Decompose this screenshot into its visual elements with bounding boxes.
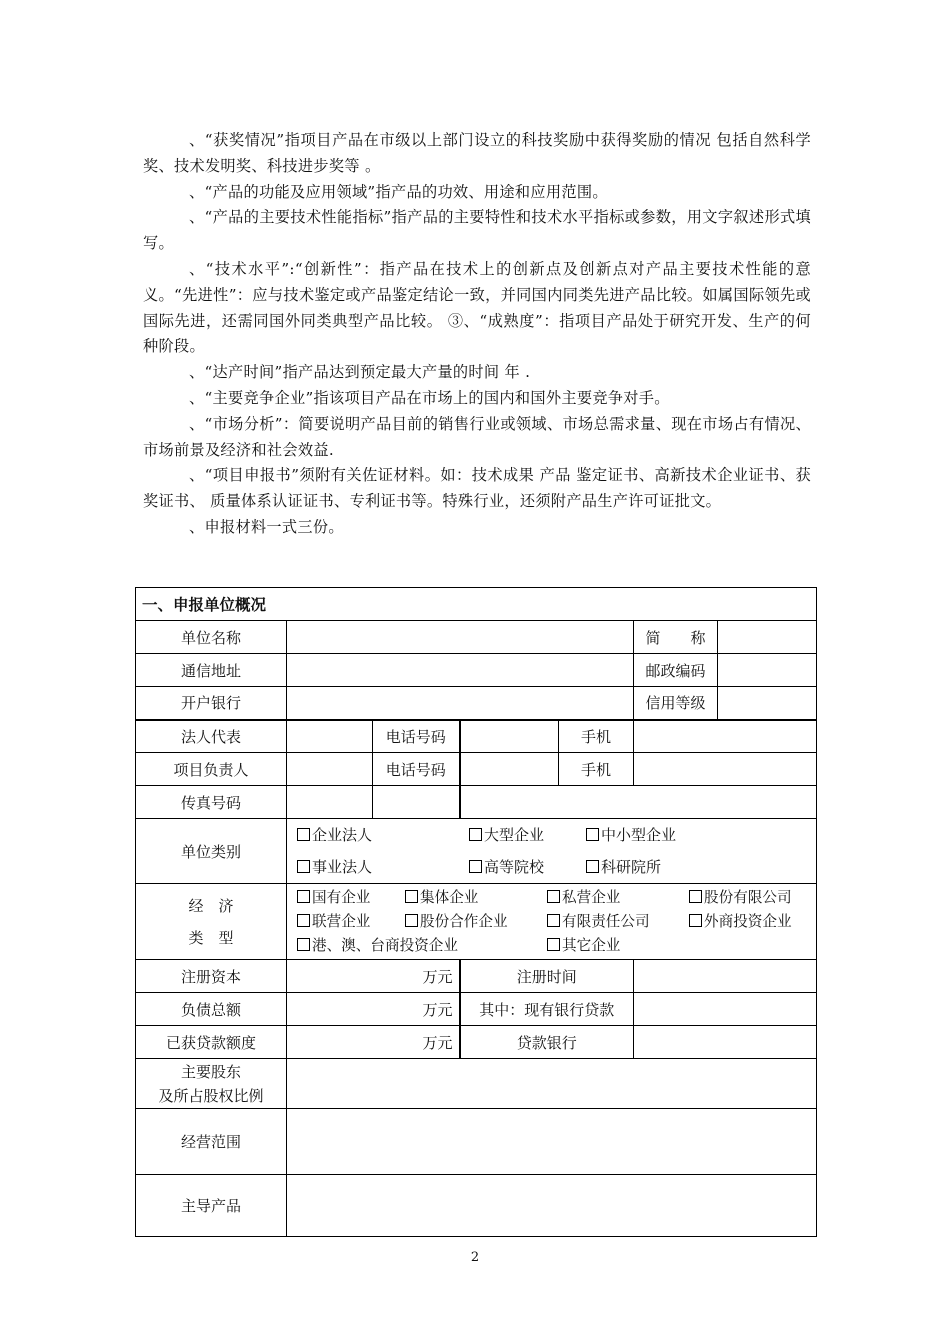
option-enterprise-legal[interactable]: 企业法人 xyxy=(297,823,469,847)
checkbox-icon xyxy=(405,914,418,927)
label-credit: 信用等级 xyxy=(634,687,718,720)
checkbox-icon xyxy=(405,890,418,903)
label-project-lead: 项目负责人 xyxy=(136,753,287,786)
label-address: 通信地址 xyxy=(136,654,287,687)
checkbox-icon xyxy=(469,828,482,841)
shareholders-line-1: 主要股东 xyxy=(180,1062,241,1081)
label-fax: 传真号码 xyxy=(136,786,287,819)
option-private[interactable]: 私营企业 xyxy=(547,886,689,910)
label-phone-2: 电话号码 xyxy=(373,753,460,786)
unit-wan-yuan: 万元 xyxy=(422,967,453,986)
economic-type-options xyxy=(287,884,817,960)
option-state-owned[interactable]: 国有企业 xyxy=(297,886,405,910)
label-loan-bank: 贷款银行 xyxy=(460,1026,634,1059)
option-joint-stock-ltd[interactable]: 股份有限公司 xyxy=(689,886,792,910)
note-item: 、申报材料一式三份。 xyxy=(189,517,344,536)
credit-field[interactable] xyxy=(718,687,817,720)
business-scope-field[interactable] xyxy=(287,1109,817,1175)
fax-extra-field[interactable] xyxy=(460,786,817,819)
option-collective[interactable]: 集体企业 xyxy=(405,886,547,910)
label-bank: 开户银行 xyxy=(136,687,287,720)
loan-bank-field[interactable] xyxy=(634,1026,817,1059)
label-unit-name: 单位名称 xyxy=(136,621,287,654)
note-item: 、“市场分析”：简要说明产品目前的销售行业或领域、市场总需求量、现在市场占有情况、市场前景及经济和社会效益. xyxy=(143,414,811,459)
label-main-products: 主导产品 xyxy=(136,1175,287,1237)
checkbox-icon xyxy=(297,938,310,951)
label-registered-capital: 注册资本 xyxy=(136,960,287,993)
option-university[interactable]: 高等院校 xyxy=(469,855,586,879)
option-limited-liability[interactable]: 有限责任公司 xyxy=(547,910,689,934)
note-item: 、“获奖情况”指项目产品在市级以上部门设立的科技奖励中获得奖励的情况 包括自然科学奖、技术发明奖、科技进步奖等 。 xyxy=(143,131,811,175)
note-item: 、“主要竞争企业”指该项目产品在市场上的国内和国外主要竞争对手。 xyxy=(189,388,670,407)
label-bank-loans: 其中：现有银行贷款 xyxy=(460,993,634,1026)
label-business-scope: 经营范围 xyxy=(136,1109,287,1175)
checkbox-icon xyxy=(547,890,560,903)
unit-name-field[interactable] xyxy=(287,621,634,654)
label-loan-amount: 已获贷款额度 xyxy=(136,1026,287,1059)
legal-rep-field[interactable] xyxy=(287,720,373,753)
checkbox-icon xyxy=(586,860,599,873)
registered-capital-field[interactable] xyxy=(287,960,460,993)
label-postcode: 邮政编码 xyxy=(634,654,718,687)
applicant-overview-table xyxy=(135,587,817,1237)
label-mobile-2: 手机 xyxy=(559,753,634,786)
option-hk-macao-taiwan[interactable]: 港、澳、台商投资企业 xyxy=(297,934,547,958)
bank-field[interactable] xyxy=(287,687,634,720)
page-number: 2 xyxy=(470,1250,480,1265)
checkbox-icon xyxy=(586,828,599,841)
phone-2-field[interactable] xyxy=(460,753,559,786)
label-economic-type xyxy=(136,884,287,960)
option-sme[interactable]: 中小型企业 xyxy=(586,823,676,847)
label-mobile-1: 手机 xyxy=(559,720,634,753)
note-item: 、“产品的主要技术性能指标”指产品的主要特性和技术水平指标或参数，用文字叙述形式填写。 xyxy=(143,208,811,253)
option-large-enterprise[interactable]: 大型企业 xyxy=(469,823,586,847)
mobile-1-field[interactable] xyxy=(634,720,817,753)
option-research-institute[interactable]: 科研院所 xyxy=(586,855,661,879)
option-other[interactable]: 其它企业 xyxy=(547,934,620,958)
instruction-notes xyxy=(143,128,811,541)
label-short-name: 简 称 xyxy=(634,621,718,654)
note-item: 、“产品的功能及应用领域”指产品的功效、用途和应用范围。 xyxy=(189,182,608,201)
checkbox-icon xyxy=(469,860,482,873)
registration-time-field[interactable] xyxy=(634,960,817,993)
postcode-field[interactable] xyxy=(718,654,817,687)
checkbox-icon xyxy=(297,828,310,841)
section-title: 一、申报单位概况 xyxy=(136,588,817,621)
phone-1-field[interactable] xyxy=(460,720,559,753)
unit-type-options xyxy=(287,819,817,884)
bank-loans-field[interactable] xyxy=(634,993,817,1026)
label-unit-type: 单位类别 xyxy=(136,819,287,884)
economic-type-line-1: 经 济 xyxy=(188,896,234,915)
shareholders-field[interactable] xyxy=(287,1059,817,1109)
note-item: 、“技术水平”:“创新性”：指产品在技术上的创新点及创新点对产品主要技术性能的意义。“先进性”：应与技术鉴定或产品鉴定结论一致，并同国内同类先进产品比较。如属国际领先或国际先进，还需同国外同类典型产品比较。 ③、“成熟度”：指项目产品处于研究开发、生产的何种阶段。 xyxy=(143,259,811,356)
checkbox-icon xyxy=(547,914,560,927)
checkbox-icon xyxy=(297,914,310,927)
checkbox-icon xyxy=(689,890,702,903)
unit-wan-yuan: 万元 xyxy=(422,1000,453,1019)
address-field[interactable] xyxy=(287,654,634,687)
main-products-field[interactable] xyxy=(287,1175,817,1237)
project-lead-field[interactable] xyxy=(287,753,373,786)
label-total-debt: 负债总额 xyxy=(136,993,287,1026)
short-name-field[interactable] xyxy=(718,621,817,654)
mobile-2-field[interactable] xyxy=(634,753,817,786)
checkbox-icon xyxy=(297,860,310,873)
option-institution-legal[interactable]: 事业法人 xyxy=(297,855,469,879)
label-phone-1: 电话号码 xyxy=(373,720,460,753)
loan-amount-field[interactable] xyxy=(287,1026,460,1059)
option-stock-cooperative[interactable]: 股份合作企业 xyxy=(405,910,547,934)
checkbox-icon xyxy=(297,890,310,903)
fax-field[interactable] xyxy=(287,786,373,819)
unit-wan-yuan: 万元 xyxy=(422,1033,453,1052)
label-shareholders xyxy=(136,1059,287,1109)
total-debt-field[interactable] xyxy=(287,993,460,1026)
fax-field-ext[interactable] xyxy=(373,786,460,819)
label-registration-time: 注册时间 xyxy=(460,960,634,993)
note-item: 、“达产时间”指产品达到预定最大产量的时间 年 . xyxy=(189,363,531,382)
option-foreign-invested[interactable]: 外商投资企业 xyxy=(689,910,792,934)
economic-type-line-2: 类 型 xyxy=(188,928,234,947)
note-item: 、“项目申报书”须附有关佐证材料。如：技术成果 产品 鉴定证书、高新技术企业证书、获奖证书、 质量体系认证证书、专利证书等。特殊行业，还须附产品生产许可证批文。 xyxy=(143,466,811,511)
checkbox-icon xyxy=(689,914,702,927)
shareholders-line-2: 及所占股权比例 xyxy=(158,1086,264,1105)
label-legal-rep: 法人代表 xyxy=(136,720,287,753)
checkbox-icon xyxy=(547,938,560,951)
option-joint-venture[interactable]: 联营企业 xyxy=(297,910,405,934)
